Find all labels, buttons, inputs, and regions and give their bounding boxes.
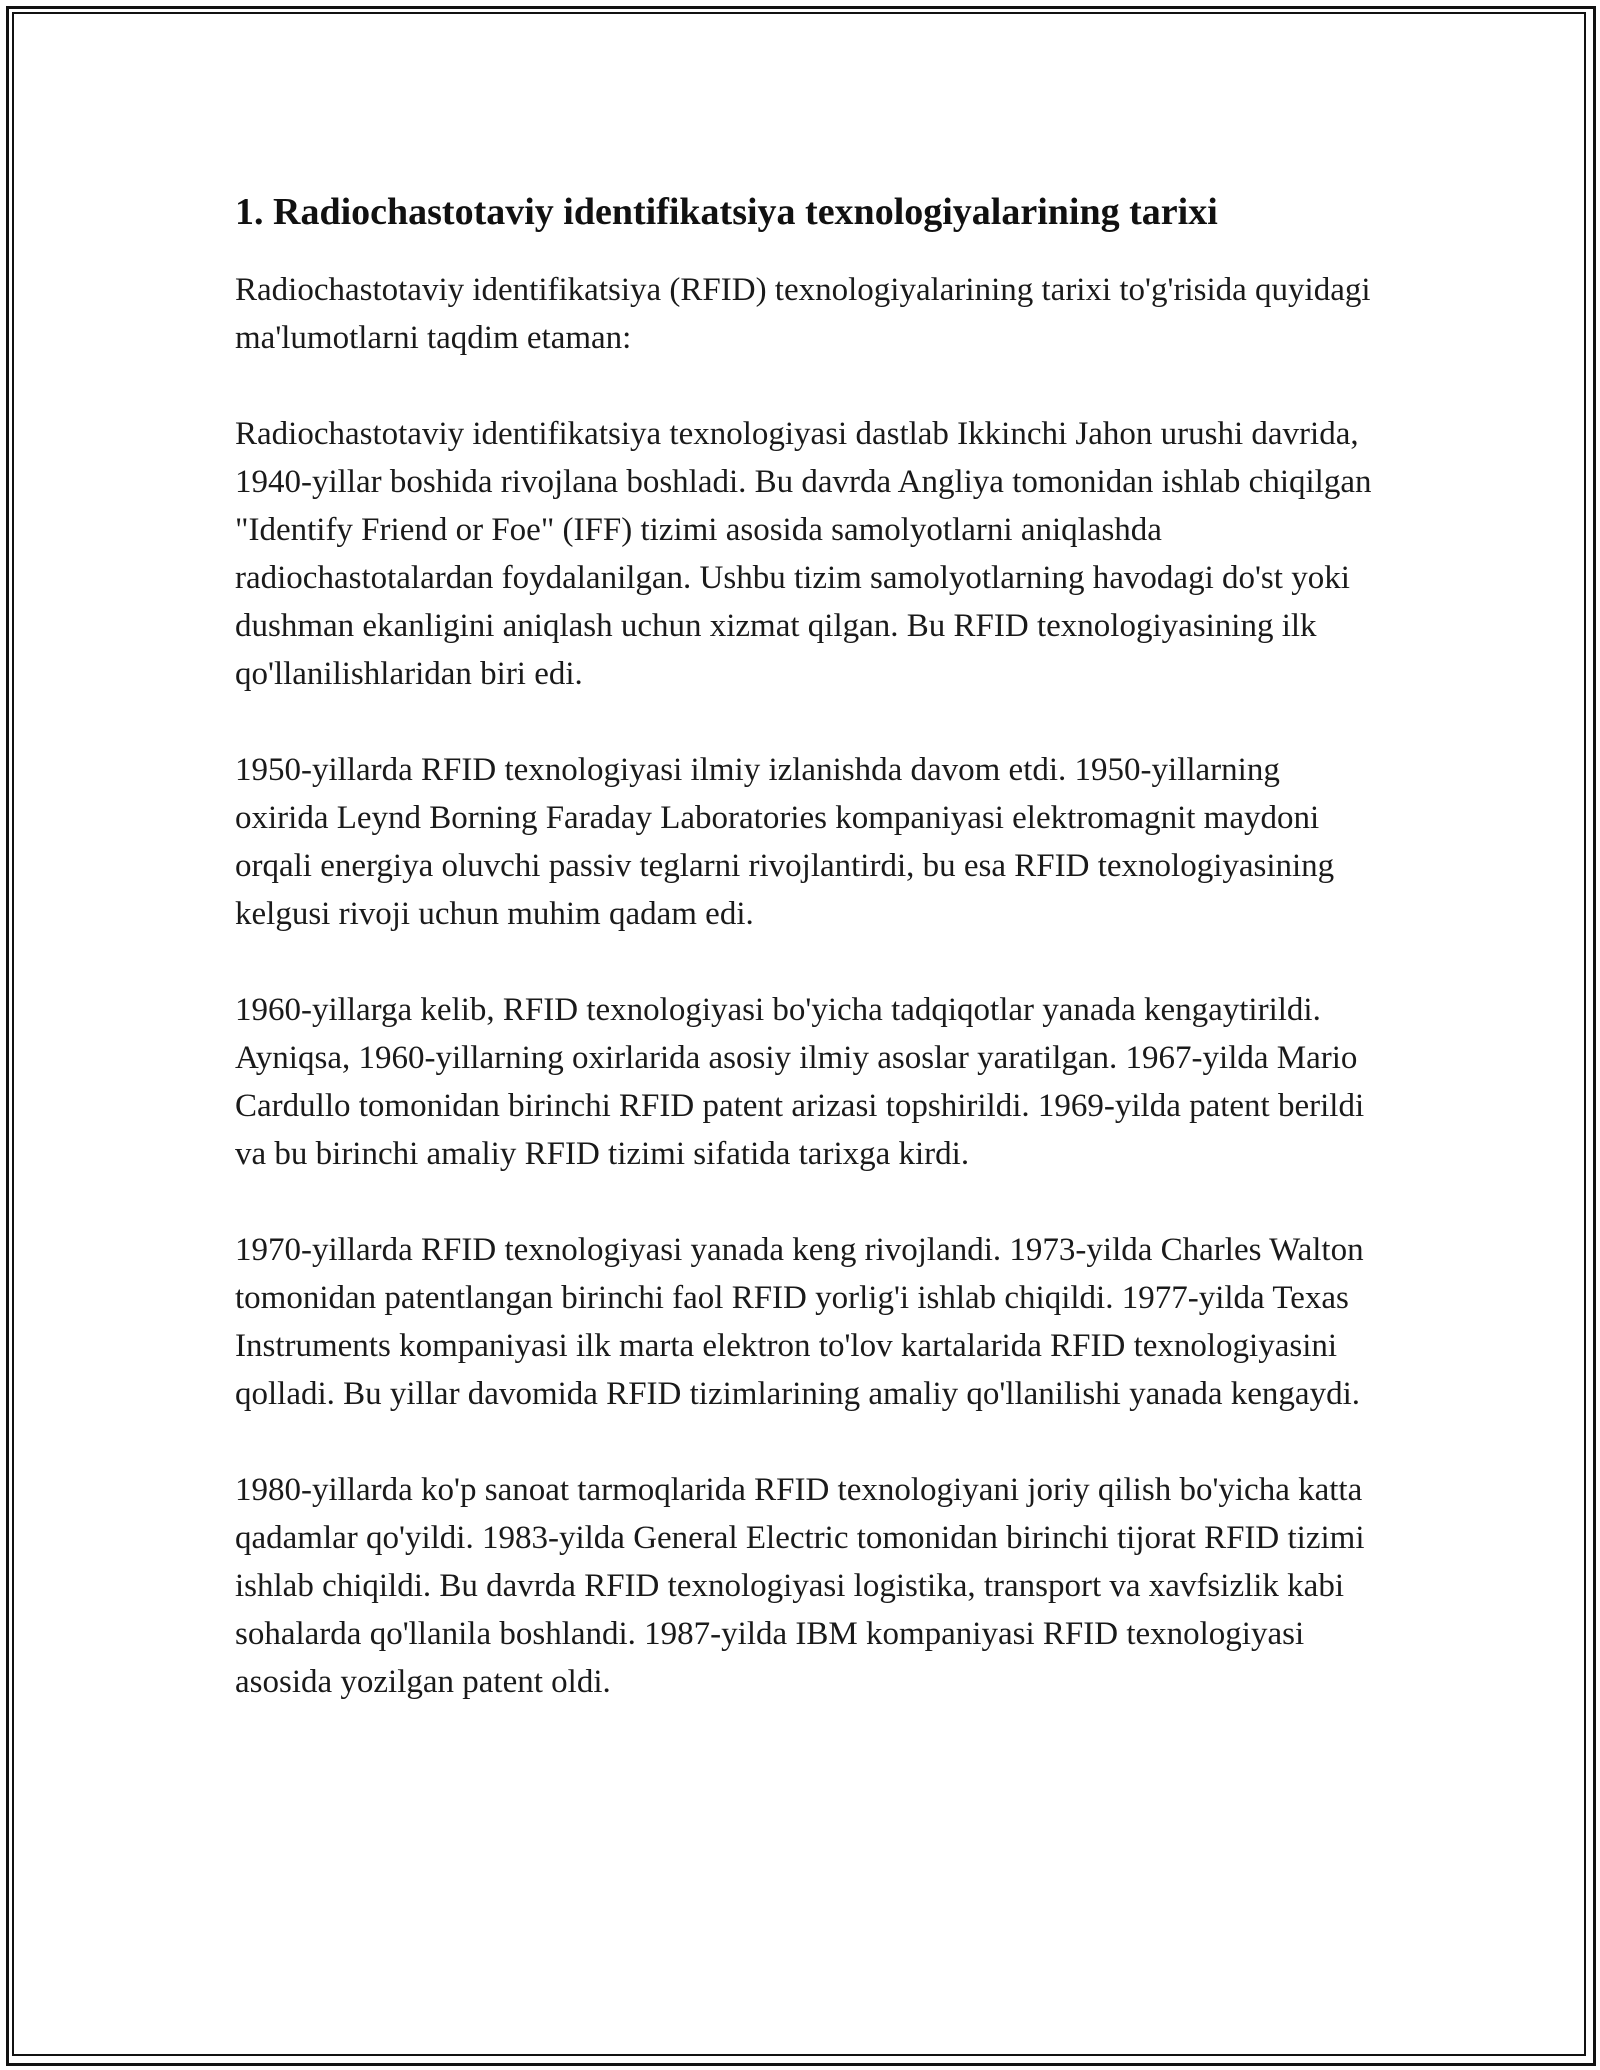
document-body: [235, 188, 1375, 1754]
paragraph-1940s: Radiochastotaviy identifikatsiya texnologiyasi dastlab Ikkinchi Jahon urushi davrida, 1940-yillar boshida rivojlana boshladi. Bu davrda Angliya tomonidan ishlab chiqilgan "Identify Friend or Foe" (IFF) tizimi asosida samolyotlarni aniqlashda radiochastotalardan foydalanilgan. Ushbu tizim samolyotlarning havodagi do'st yoki dushman ekanligini aniqlash uchun xizmat qilgan. Bu RFID texnologiyasining ilk qo'llanilishlaridan biri edi.: [235, 416, 1372, 692]
paragraph-1970s: 1970-yillarda RFID texnologiyasi yanada keng rivojlandi. 1973-yilda Charles Walton tomonidan patentlangan birinchi faol RFID yorlig'i ishlab chiqildi. 1977-yilda Texas Instruments kompaniyasi ilk marta elektron to'lov kartalarida RFID texnologiyasini qolladi. Bu yillar davomida RFID tizimlarining amaliy qo'llanilishi yanada kengaydi.: [235, 1232, 1364, 1412]
section-heading: 1. Radiochastotaviy identifikatsiya texnologiyalarining tarixi: [235, 191, 1218, 233]
paragraph-intro: Radiochastotaviy identifikatsiya (RFID) texnologiyalarining tarixi to'g'risida quyidagi ma'lumotlarni taqdim etaman:: [235, 272, 1371, 356]
paragraph-1980s: 1980-yillarda ko'p sanoat tarmoqlarida RFID texnologiyani joriy qilish bo'yicha katta qadamlar qo'yildi. 1983-yilda General Electric tomonidan birinchi tijorat RFID tizimi ishlab chiqildi. Bu davrda RFID texnologiyasi logistika, transport va xavfsizlik kabi sohalarda qo'llanila boshlandi. 1987-yilda IBM kompaniyasi RFID texnologiyasi asosida yozilgan patent oldi.: [235, 1472, 1365, 1700]
paragraph-1960s: 1960-yillarga kelib, RFID texnologiyasi bo'yicha tadqiqotlar yanada kengaytirildi. Ayniqsa, 1960-yillarning oxirlarida asosiy ilmiy asoslar yaratilgan. 1967-yilda Mario Cardullo tomonidan birinchi RFID patent arizasi topshirildi. 1969-yilda patent berildi va bu birinchi amaliy RFID tizimi sifatida tarixga kirdi.: [235, 992, 1365, 1172]
paragraph-1950s: 1950-yillarda RFID texnologiyasi ilmiy izlanishda davom etdi. 1950-yillarning oxirida Leynd Borning Faraday Laboratories kompaniyasi elektromagnit maydoni orqali energiya oluvchi passiv teglarni rivojlantirdi, bu esa RFID texnologiyasining kelgusi rivoji uchun muhim qadam edi.: [235, 752, 1335, 932]
